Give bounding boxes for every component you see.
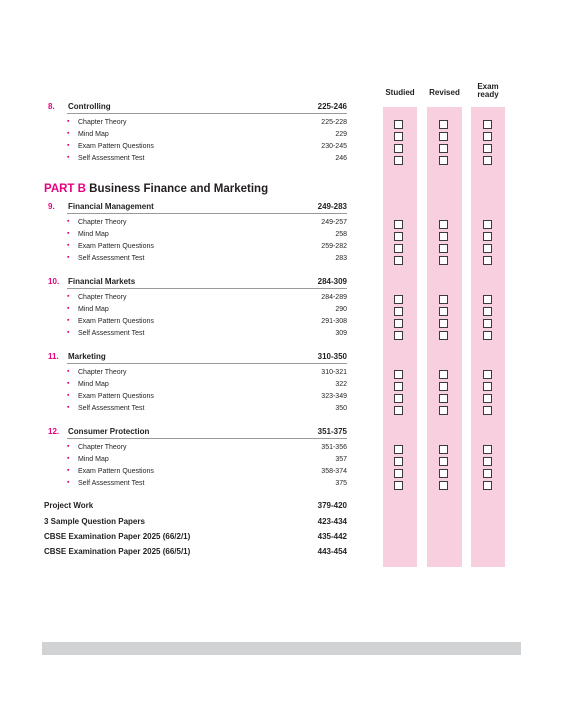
bullet-icon: ▪ bbox=[67, 230, 70, 237]
studied-header: Studied bbox=[385, 88, 415, 97]
studied-checkbox[interactable] bbox=[394, 144, 403, 153]
item-pages: 323-349 bbox=[321, 393, 347, 400]
exam-ready-checkbox[interactable] bbox=[483, 457, 492, 466]
revised-checkbox[interactable] bbox=[439, 481, 448, 490]
bullet-icon: ▪ bbox=[67, 254, 70, 261]
bullet-icon: ▪ bbox=[67, 218, 70, 225]
chapter-number: 12. bbox=[48, 427, 60, 436]
exam-ready-checkbox[interactable] bbox=[483, 256, 492, 265]
item-pages: 246 bbox=[335, 155, 347, 162]
studied-checkbox[interactable] bbox=[394, 256, 403, 265]
item-label: Mind Map bbox=[78, 456, 109, 463]
item-pages: 309 bbox=[335, 330, 347, 337]
chapter-name: Consumer Protection bbox=[68, 427, 150, 436]
bullet-icon: ▪ bbox=[67, 368, 70, 375]
chapter-number: 8. bbox=[48, 102, 55, 111]
bullet-icon: ▪ bbox=[67, 154, 70, 161]
studied-checkbox[interactable] bbox=[394, 457, 403, 466]
chapter-divider bbox=[67, 113, 347, 114]
chapter-pages: 225-246 bbox=[317, 102, 347, 111]
chapter-name: Financial Markets bbox=[68, 277, 136, 286]
studied-checkbox[interactable] bbox=[394, 481, 403, 490]
exam-ready-header-line2: ready bbox=[477, 90, 499, 99]
chapter-number: 9. bbox=[48, 202, 55, 211]
extra-cbse-paper-66-5-1-pages: 443-454 bbox=[317, 547, 347, 556]
bullet-icon: ▪ bbox=[67, 467, 70, 474]
revised-checkbox[interactable] bbox=[439, 244, 448, 253]
item-label: Self Assessment Test bbox=[78, 330, 145, 337]
studied-checkbox[interactable] bbox=[394, 156, 403, 165]
item-label: Exam Pattern Questions bbox=[78, 143, 154, 150]
studied-checkbox[interactable] bbox=[394, 232, 403, 241]
extra-project-work: Project Work bbox=[44, 501, 94, 510]
item-pages: 310-321 bbox=[321, 369, 347, 376]
chapter-pages: 284-309 bbox=[317, 277, 347, 286]
item-pages: 290 bbox=[335, 306, 347, 313]
revised-checkbox[interactable] bbox=[439, 132, 448, 141]
exam-ready-checkbox[interactable] bbox=[483, 445, 492, 454]
revised-checkbox[interactable] bbox=[439, 406, 448, 415]
chapter-pages: 249-283 bbox=[317, 202, 347, 211]
bullet-icon: ▪ bbox=[67, 118, 70, 125]
chapter-divider bbox=[67, 213, 347, 214]
part-label: PART B bbox=[44, 183, 86, 195]
revised-checkbox[interactable] bbox=[439, 457, 448, 466]
chapter-title-financial-markets bbox=[48, 277, 135, 286]
item-label: Self Assessment Test bbox=[78, 405, 145, 412]
part-heading bbox=[44, 183, 268, 195]
revised-checkbox[interactable] bbox=[439, 120, 448, 129]
item-label: Mind Map bbox=[78, 131, 109, 138]
item-pages: 358-374 bbox=[321, 468, 347, 475]
exam-ready-checkbox[interactable] bbox=[483, 156, 492, 165]
exam-ready-checkbox[interactable] bbox=[483, 481, 492, 490]
extra-cbse-paper-66-2-1: CBSE Examination Paper 2025 (66/2/1) bbox=[44, 532, 191, 541]
item-label: Self Assessment Test bbox=[78, 155, 145, 162]
studied-checkbox[interactable] bbox=[394, 445, 403, 454]
extra-sample-papers: 3 Sample Question Papers bbox=[44, 517, 145, 526]
item-label: Mind Map bbox=[78, 381, 109, 388]
studied-checkbox[interactable] bbox=[394, 220, 403, 229]
item-label: Chapter Theory bbox=[78, 219, 127, 226]
item-pages: 284-289 bbox=[321, 294, 347, 301]
chapter-divider bbox=[67, 363, 347, 364]
revised-checkbox[interactable] bbox=[439, 445, 448, 454]
item-label: Self Assessment Test bbox=[78, 480, 145, 487]
item-pages: 283 bbox=[335, 255, 347, 262]
studied-checkbox[interactable] bbox=[394, 120, 403, 129]
item-label: Exam Pattern Questions bbox=[78, 468, 154, 475]
chapter-divider bbox=[67, 438, 347, 439]
chapter-title-controlling bbox=[48, 102, 111, 111]
item-pages: 229 bbox=[335, 131, 347, 138]
studied-checkbox[interactable] bbox=[394, 382, 403, 391]
item-pages: 291-308 bbox=[321, 318, 347, 325]
exam-ready-header bbox=[468, 83, 508, 99]
item-pages: 259-282 bbox=[321, 243, 347, 250]
revised-checkbox[interactable] bbox=[439, 256, 448, 265]
revised-checkbox[interactable] bbox=[439, 394, 448, 403]
bullet-icon: ▪ bbox=[67, 142, 70, 149]
studied-checkbox[interactable] bbox=[394, 319, 403, 328]
exam-ready-header-line1: Exam bbox=[477, 82, 499, 91]
chapter-name: Financial Management bbox=[68, 202, 154, 211]
revised-checkbox[interactable] bbox=[439, 232, 448, 241]
studied-checkbox[interactable] bbox=[394, 331, 403, 340]
exam-ready-checkbox[interactable] bbox=[483, 319, 492, 328]
revised-checkbox[interactable] bbox=[439, 220, 448, 229]
exam-ready-checkbox[interactable] bbox=[483, 469, 492, 478]
exam-ready-checkbox[interactable] bbox=[483, 307, 492, 316]
exam-ready-checkbox[interactable] bbox=[483, 406, 492, 415]
studied-checkbox[interactable] bbox=[394, 469, 403, 478]
chapter-pages: 351-375 bbox=[317, 427, 347, 436]
exam-ready-checkbox[interactable] bbox=[483, 120, 492, 129]
item-label: Exam Pattern Questions bbox=[78, 393, 154, 400]
item-pages: 249-257 bbox=[321, 219, 347, 226]
footer-bar bbox=[42, 642, 521, 655]
item-label: Exam Pattern Questions bbox=[78, 243, 154, 250]
exam-ready-checkbox[interactable] bbox=[483, 132, 492, 141]
extra-cbse-paper-66-5-1: CBSE Examination Paper 2025 (66/5/1) bbox=[44, 547, 191, 556]
item-label: Mind Map bbox=[78, 306, 109, 313]
chapter-pages: 310-350 bbox=[317, 352, 347, 361]
revised-checkbox[interactable] bbox=[439, 331, 448, 340]
exam-ready-checkbox[interactable] bbox=[483, 331, 492, 340]
chapter-title-financial-management bbox=[48, 202, 154, 211]
chapter-title-consumer-protection bbox=[48, 427, 149, 436]
exam-ready-checkbox[interactable] bbox=[483, 382, 492, 391]
studied-checkbox[interactable] bbox=[394, 394, 403, 403]
bullet-icon: ▪ bbox=[67, 443, 70, 450]
item-pages: 350 bbox=[335, 405, 347, 412]
item-label: Mind Map bbox=[78, 231, 109, 238]
exam-ready-checkbox[interactable] bbox=[483, 370, 492, 379]
item-pages: 357 bbox=[335, 456, 347, 463]
revised-checkbox[interactable] bbox=[439, 382, 448, 391]
exam-ready-checkbox[interactable] bbox=[483, 295, 492, 304]
bullet-icon: ▪ bbox=[67, 404, 70, 411]
extra-sample-papers-pages: 423-434 bbox=[317, 517, 347, 526]
bullet-icon: ▪ bbox=[67, 130, 70, 137]
bullet-icon: ▪ bbox=[67, 392, 70, 399]
part-title: Business Finance and Marketing bbox=[89, 183, 269, 195]
item-label: Chapter Theory bbox=[78, 119, 127, 126]
studied-checkbox[interactable] bbox=[394, 307, 403, 316]
chapter-number: 10. bbox=[48, 277, 60, 286]
extra-project-work-pages: 379-420 bbox=[317, 501, 347, 510]
item-pages: 258 bbox=[335, 231, 347, 238]
exam-ready-checkbox[interactable] bbox=[483, 394, 492, 403]
revised-checkbox[interactable] bbox=[439, 295, 448, 304]
chapter-title-marketing bbox=[48, 352, 106, 361]
chapter-name: Controlling bbox=[68, 102, 111, 111]
revised-checkbox[interactable] bbox=[439, 144, 448, 153]
bullet-icon: ▪ bbox=[67, 305, 70, 312]
item-label: Chapter Theory bbox=[78, 294, 127, 301]
studied-checkbox[interactable] bbox=[394, 406, 403, 415]
studied-checkbox[interactable] bbox=[394, 370, 403, 379]
studied-checkbox[interactable] bbox=[394, 244, 403, 253]
exam-ready-checkbox[interactable] bbox=[483, 244, 492, 253]
exam-ready-checkbox[interactable] bbox=[483, 144, 492, 153]
chapter-name: Marketing bbox=[68, 352, 106, 361]
item-pages: 230-245 bbox=[321, 143, 347, 150]
revised-checkbox[interactable] bbox=[439, 307, 448, 316]
revised-checkbox[interactable] bbox=[439, 319, 448, 328]
bullet-icon: ▪ bbox=[67, 293, 70, 300]
item-pages: 322 bbox=[335, 381, 347, 388]
bullet-icon: ▪ bbox=[67, 317, 70, 324]
revised-header: Revised bbox=[429, 88, 460, 97]
bullet-icon: ▪ bbox=[67, 329, 70, 336]
extra-cbse-paper-66-2-1-pages: 435-442 bbox=[317, 532, 347, 541]
exam-ready-checkbox[interactable] bbox=[483, 232, 492, 241]
revised-checkbox[interactable] bbox=[439, 469, 448, 478]
bullet-icon: ▪ bbox=[67, 455, 70, 462]
revised-checkbox[interactable] bbox=[439, 370, 448, 379]
chapter-number: 11. bbox=[48, 352, 59, 361]
studied-checkbox[interactable] bbox=[394, 132, 403, 141]
bullet-icon: ▪ bbox=[67, 479, 70, 486]
item-label: Exam Pattern Questions bbox=[78, 318, 154, 325]
item-label: Chapter Theory bbox=[78, 369, 127, 376]
item-pages: 351-356 bbox=[321, 444, 347, 451]
item-label: Self Assessment Test bbox=[78, 255, 145, 262]
item-pages: 375 bbox=[335, 480, 347, 487]
item-label: Chapter Theory bbox=[78, 444, 127, 451]
chapter-divider bbox=[67, 288, 347, 289]
item-pages: 225-228 bbox=[321, 119, 347, 126]
bullet-icon: ▪ bbox=[67, 242, 70, 249]
revised-checkbox[interactable] bbox=[439, 156, 448, 165]
exam-ready-checkbox[interactable] bbox=[483, 220, 492, 229]
bullet-icon: ▪ bbox=[67, 380, 70, 387]
studied-checkbox[interactable] bbox=[394, 295, 403, 304]
